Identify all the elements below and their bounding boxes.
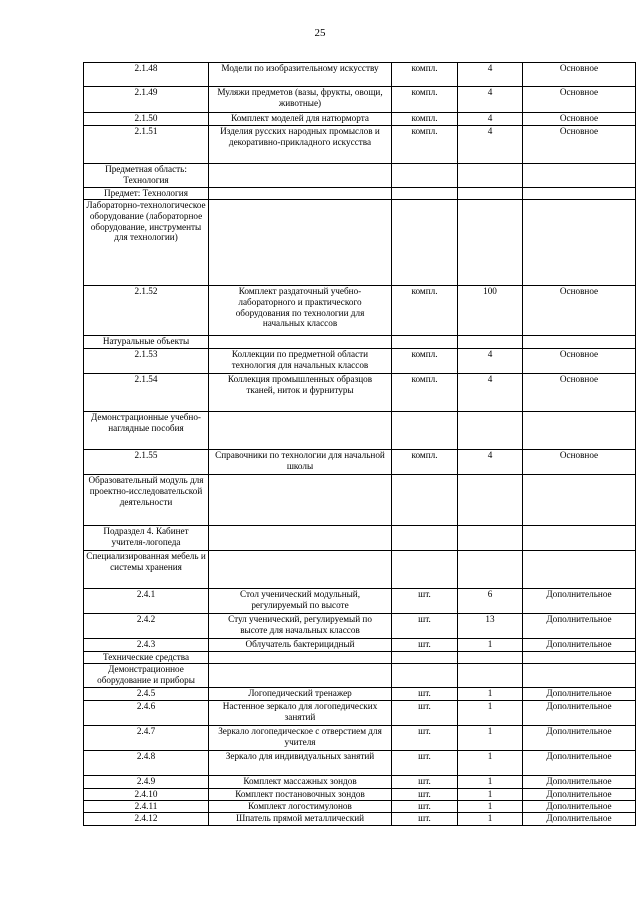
table-row [84,801,636,813]
table-row [84,789,636,801]
cell-name: Справочники по технологии для начальной школы [209,450,392,475]
cell-number: 2.4.9 [84,776,209,789]
cell-name: Модели по изобразительному искусству [209,63,392,87]
equipment-table [83,62,636,826]
table-row [84,188,636,200]
table-row [84,286,636,336]
cell-unit: компл. [392,286,458,336]
page-number: 25 [314,27,326,39]
cell-name: Настенное зеркало для логопедических занятий [209,701,392,726]
cell-quantity: 4 [458,63,523,87]
cell-name: Логопедический тренажер [209,688,392,701]
table-row [84,551,636,589]
section-heading: Предмет: Технология [84,188,209,200]
table-row [84,412,636,450]
table-row [84,526,636,551]
section-heading: Специализированная мебель и системы хранения [84,551,209,589]
cell-number: 2.1.51 [84,126,209,164]
cell-number: 2.4.12 [84,813,209,826]
cell-quantity: 1 [458,688,523,701]
table-row [84,349,636,374]
cell-type: Основное [523,63,636,87]
cell-quantity: 1 [458,813,523,826]
cell-type: Дополнительное [523,813,636,826]
cell-type: Основное [523,349,636,374]
cell-number: 2.4.8 [84,751,209,776]
cell-name: Стол ученический модульный, регулируемый по высоте [209,589,392,614]
cell-unit: компл. [392,450,458,475]
table-row [84,589,636,614]
section-heading: Лабораторно-технологическое оборудование (лабораторное оборудование, инструменты для технологии) [84,200,209,286]
table-row [84,614,636,639]
cell-type: Дополнительное [523,614,636,639]
cell-quantity: 1 [458,701,523,726]
cell-unit: шт. [392,701,458,726]
table-row [84,126,636,164]
cell-number: 2.4.5 [84,688,209,701]
cell-type: Дополнительное [523,751,636,776]
table-row [84,450,636,475]
cell-unit: шт. [392,614,458,639]
section-heading: Технические средства [84,652,209,664]
cell-number: 2.4.11 [84,801,209,813]
cell-name: Комплект массажных зондов [209,776,392,789]
section-heading: Демонстрационное оборудование и приборы [84,664,209,688]
cell-name: Коллекции по предметной области технология для начальных классов [209,349,392,374]
cell-quantity: 4 [458,113,523,126]
section-heading: Предметная область: Технология [84,164,209,188]
cell-number: 2.1.49 [84,87,209,113]
cell-quantity: 1 [458,751,523,776]
table-row [84,726,636,751]
cell-quantity: 6 [458,589,523,614]
cell-type: Основное [523,450,636,475]
cell-quantity: 4 [458,87,523,113]
cell-type: Основное [523,113,636,126]
table-row [84,639,636,652]
cell-type: Основное [523,126,636,164]
cell-quantity: 1 [458,726,523,751]
cell-quantity: 13 [458,614,523,639]
cell-number: 2.4.1 [84,589,209,614]
table-row [84,688,636,701]
cell-unit: шт. [392,726,458,751]
table-row [84,475,636,526]
table-row [84,652,636,664]
cell-type: Основное [523,374,636,412]
cell-quantity: 4 [458,349,523,374]
cell-number: 2.1.55 [84,450,209,475]
cell-number: 2.4.10 [84,789,209,801]
table-row [84,374,636,412]
cell-number: 2.1.52 [84,286,209,336]
cell-number: 2.4.2 [84,614,209,639]
cell-number: 2.4.6 [84,701,209,726]
cell-name: Шпатель прямой металлический [209,813,392,826]
cell-type: Дополнительное [523,726,636,751]
cell-name: Комплект раздаточный учебно-лабораторного и практического оборудования по технологии для начальных классов [209,286,392,336]
cell-number: 2.1.54 [84,374,209,412]
cell-unit: шт. [392,751,458,776]
cell-name: Стул ученический, регулируемый по высоте для начальных классов [209,614,392,639]
cell-name: Коллекция промышленных образцов тканей, ниток и фурнитуры [209,374,392,412]
cell-type: Основное [523,286,636,336]
cell-unit: компл. [392,113,458,126]
cell-quantity: 4 [458,126,523,164]
cell-quantity: 100 [458,286,523,336]
cell-type: Дополнительное [523,801,636,813]
cell-type: Дополнительное [523,789,636,801]
section-heading: Натуральные объекты [84,336,209,349]
table-row [84,751,636,776]
cell-quantity: 1 [458,801,523,813]
cell-unit: компл. [392,63,458,87]
cell-quantity: 1 [458,789,523,801]
table-row [84,701,636,726]
cell-name: Изделия русских народных промыслов и декоративно-прикладного искусства [209,126,392,164]
section-heading: Образовательный модуль для проектно-исследовательской деятельности [84,475,209,526]
cell-number: 2.4.3 [84,639,209,652]
cell-name: Облучатель бактерицидный [209,639,392,652]
table-row [84,113,636,126]
cell-name: Муляжи предметов (вазы, фрукты, овощи, животные) [209,87,392,113]
cell-unit: шт. [392,639,458,652]
cell-type: Дополнительное [523,589,636,614]
cell-name: Комплект логостимулонов [209,801,392,813]
cell-quantity: 1 [458,639,523,652]
cell-quantity: 1 [458,776,523,789]
cell-name: Комплект моделей для натюрморта [209,113,392,126]
table-row [84,336,636,349]
cell-unit: компл. [392,374,458,412]
cell-quantity: 4 [458,374,523,412]
table-row [84,87,636,113]
cell-type: Дополнительное [523,688,636,701]
table-row [84,164,636,188]
cell-name: Зеркало логопедическое с отверстием для учителя [209,726,392,751]
cell-number: 2.1.53 [84,349,209,374]
cell-unit: шт. [392,589,458,614]
section-heading: Демонстрационные учебно-наглядные пособия [84,412,209,450]
section-heading: Подраздел 4. Кабинет учителя-логопеда [84,526,209,551]
cell-number: 2.1.48 [84,63,209,87]
cell-type: Основное [523,87,636,113]
cell-quantity: 4 [458,450,523,475]
cell-unit: шт. [392,813,458,826]
table-body [84,63,636,826]
cell-unit: компл. [392,126,458,164]
cell-unit: шт. [392,789,458,801]
table-row [84,813,636,826]
table-row [84,776,636,789]
cell-unit: компл. [392,349,458,374]
table-row [84,63,636,87]
table-row [84,664,636,688]
cell-number: 2.4.7 [84,726,209,751]
cell-unit: компл. [392,87,458,113]
cell-unit: шт. [392,688,458,701]
cell-name: Комплект постановочных зондов [209,789,392,801]
cell-number: 2.1.50 [84,113,209,126]
cell-unit: шт. [392,776,458,789]
cell-type: Дополнительное [523,639,636,652]
cell-name: Зеркало для индивидуальных занятий [209,751,392,776]
cell-type: Дополнительное [523,776,636,789]
cell-type: Дополнительное [523,701,636,726]
table-row [84,200,636,286]
cell-unit: шт. [392,801,458,813]
